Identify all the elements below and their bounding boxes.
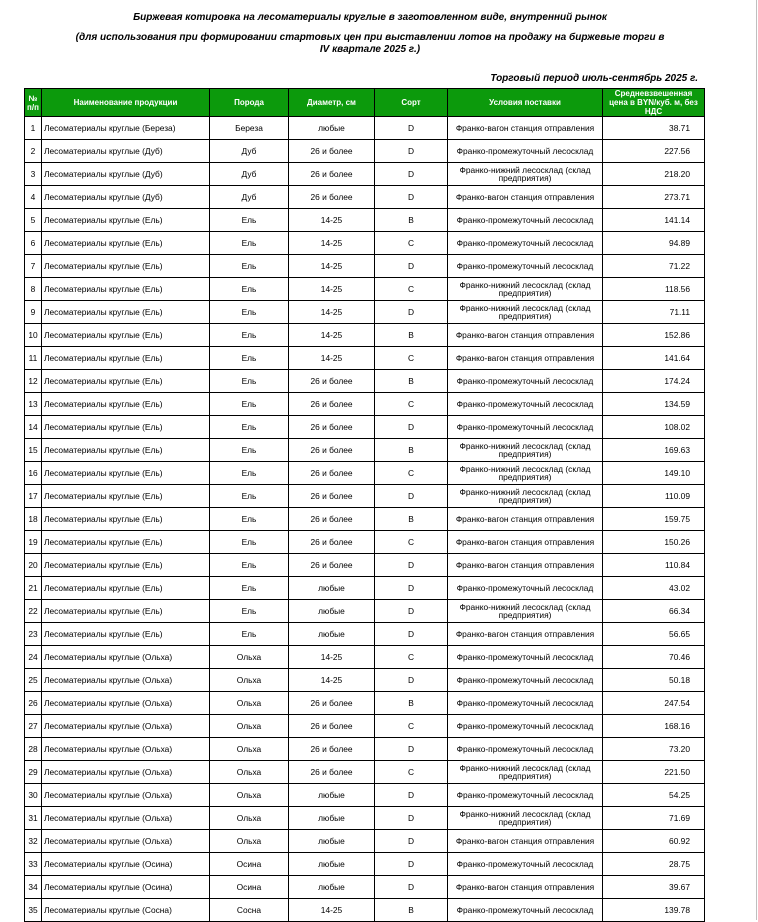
table-row [25, 669, 705, 692]
cell-product-name: Лесоматериалы круглые (Осина) [42, 853, 210, 876]
cell-diameter: 14-25 [289, 646, 375, 669]
cell-product-name: Лесоматериалы круглые (Ель) [42, 554, 210, 577]
table-row [25, 232, 705, 255]
table-row [25, 531, 705, 554]
cell-diameter: 26 и более [289, 554, 375, 577]
cell-price: 141.64 [603, 347, 705, 370]
cell-product-name: Лесоматериалы круглые (Ель) [42, 232, 210, 255]
cell-grade: C [375, 715, 448, 738]
cell-delivery-terms: Франко-промежуточный лесосклад [448, 899, 603, 922]
cell-row-number: 27 [25, 715, 42, 738]
cell-species: Ель [210, 508, 289, 531]
table-row [25, 738, 705, 761]
cell-price: 108.02 [603, 416, 705, 439]
cell-diameter: 14-25 [289, 324, 375, 347]
cell-price: 50.18 [603, 669, 705, 692]
cell-grade: D [375, 416, 448, 439]
cell-species: Ель [210, 324, 289, 347]
cell-species: Ольха [210, 646, 289, 669]
cell-diameter: 14-25 [289, 232, 375, 255]
cell-species: Осина [210, 853, 289, 876]
cell-price: 28.75 [603, 853, 705, 876]
cell-diameter: 14-25 [289, 209, 375, 232]
cell-species: Ель [210, 301, 289, 324]
cell-species: Ольха [210, 715, 289, 738]
cell-grade: D [375, 577, 448, 600]
cell-species: Дуб [210, 186, 289, 209]
cell-product-name: Лесоматериалы круглые (Ель) [42, 347, 210, 370]
cell-delivery-terms: Франко-вагон станция отправления [448, 508, 603, 531]
cell-price: 38.71 [603, 117, 705, 140]
document-title: Биржевая котировка на лесоматериалы круглые в заготовленном виде, внутренний рынок [133, 12, 607, 23]
cell-grade: C [375, 531, 448, 554]
cell-grade: C [375, 393, 448, 416]
col-header-grade: Сорт [375, 89, 448, 117]
cell-price: 227.56 [603, 140, 705, 163]
cell-diameter: 26 и более [289, 462, 375, 485]
table-row [25, 554, 705, 577]
cell-species: Ель [210, 554, 289, 577]
cell-price: 169.63 [603, 439, 705, 462]
table-row [25, 830, 705, 853]
cell-grade: D [375, 623, 448, 646]
cell-grade: C [375, 761, 448, 784]
document-subtitle-line1: (для использования при формировании стартовых цен при выставлении лотов на продажу на биржевые торги в [75, 32, 665, 43]
cell-diameter: любые [289, 876, 375, 899]
table-row [25, 209, 705, 232]
cell-diameter: 26 и более [289, 761, 375, 784]
cell-grade: C [375, 462, 448, 485]
cell-species: Сосна [210, 899, 289, 922]
cell-species: Ель [210, 278, 289, 301]
cell-price: 71.69 [603, 807, 705, 830]
cell-delivery-terms: Франко-нижний лесосклад (склад предприятия) [448, 301, 603, 324]
cell-price: 110.09 [603, 485, 705, 508]
cell-grade: B [375, 439, 448, 462]
table-header-row [25, 89, 705, 117]
table-row [25, 485, 705, 508]
cell-delivery-terms: Франко-промежуточный лесосклад [448, 393, 603, 416]
cell-species: Ель [210, 347, 289, 370]
table-row [25, 600, 705, 623]
cell-diameter: 26 и более [289, 186, 375, 209]
table-row [25, 278, 705, 301]
cell-diameter: 26 и более [289, 416, 375, 439]
cell-product-name: Лесоматериалы круглые (Ольха) [42, 738, 210, 761]
cell-delivery-terms: Франко-вагон станция отправления [448, 324, 603, 347]
cell-row-number: 24 [25, 646, 42, 669]
cell-grade: D [375, 830, 448, 853]
table-row [25, 324, 705, 347]
cell-product-name: Лесоматериалы круглые (Ольха) [42, 761, 210, 784]
cell-diameter: любые [289, 117, 375, 140]
cell-row-number: 22 [25, 600, 42, 623]
cell-grade: D [375, 784, 448, 807]
cell-price: 134.59 [603, 393, 705, 416]
cell-product-name: Лесоматериалы круглые (Дуб) [42, 140, 210, 163]
cell-product-name: Лесоматериалы круглые (Ель) [42, 462, 210, 485]
cell-delivery-terms: Франко-нижний лесосклад (склад предприятия) [448, 439, 603, 462]
cell-diameter: 26 и более [289, 393, 375, 416]
cell-price: 139.78 [603, 899, 705, 922]
cell-delivery-terms: Франко-вагон станция отправления [448, 554, 603, 577]
cell-grade: B [375, 324, 448, 347]
cell-price: 71.22 [603, 255, 705, 278]
cell-product-name: Лесоматериалы круглые (Ольха) [42, 830, 210, 853]
cell-price: 149.10 [603, 462, 705, 485]
cell-product-name: Лесоматериалы круглые (Ольха) [42, 669, 210, 692]
cell-species: Ель [210, 416, 289, 439]
cell-diameter: 26 и более [289, 715, 375, 738]
table-row [25, 416, 705, 439]
cell-price: 94.89 [603, 232, 705, 255]
cell-row-number: 7 [25, 255, 42, 278]
table-row [25, 577, 705, 600]
cell-delivery-terms: Франко-вагон станция отправления [448, 117, 603, 140]
cell-diameter: 14-25 [289, 899, 375, 922]
cell-row-number: 15 [25, 439, 42, 462]
cell-grade: C [375, 646, 448, 669]
cell-grade: D [375, 876, 448, 899]
cell-product-name: Лесоматериалы круглые (Ольха) [42, 646, 210, 669]
cell-grade: C [375, 232, 448, 255]
cell-grade: B [375, 209, 448, 232]
cell-row-number: 25 [25, 669, 42, 692]
cell-product-name: Лесоматериалы круглые (Осина) [42, 876, 210, 899]
cell-diameter: любые [289, 577, 375, 600]
cell-price: 39.67 [603, 876, 705, 899]
col-header-num: № п/п [25, 89, 42, 117]
cell-product-name: Лесоматериалы круглые (Ольха) [42, 784, 210, 807]
cell-price: 273.71 [603, 186, 705, 209]
cell-row-number: 13 [25, 393, 42, 416]
cell-delivery-terms: Франко-промежуточный лесосклад [448, 209, 603, 232]
cell-diameter: 14-25 [289, 347, 375, 370]
cell-price: 70.46 [603, 646, 705, 669]
table-row [25, 876, 705, 899]
cell-price: 174.24 [603, 370, 705, 393]
cell-product-name: Лесоматериалы круглые (Ель) [42, 301, 210, 324]
cell-row-number: 11 [25, 347, 42, 370]
cell-grade: D [375, 485, 448, 508]
cell-diameter: 26 и более [289, 163, 375, 186]
cell-row-number: 19 [25, 531, 42, 554]
cell-species: Ель [210, 485, 289, 508]
cell-delivery-terms: Франко-промежуточный лесосклад [448, 232, 603, 255]
cell-grade: D [375, 163, 448, 186]
cell-delivery-terms: Франко-промежуточный лесосклад [448, 370, 603, 393]
cell-price: 247.54 [603, 692, 705, 715]
cell-row-number: 10 [25, 324, 42, 347]
cell-price: 150.26 [603, 531, 705, 554]
cell-product-name: Лесоматериалы круглые (Ель) [42, 531, 210, 554]
cell-diameter: 26 и более [289, 439, 375, 462]
cell-row-number: 5 [25, 209, 42, 232]
cell-delivery-terms: Франко-вагон станция отправления [448, 531, 603, 554]
cell-diameter: 14-25 [289, 669, 375, 692]
cell-row-number: 6 [25, 232, 42, 255]
cell-species: Ель [210, 370, 289, 393]
table-row [25, 186, 705, 209]
table-row [25, 439, 705, 462]
cell-grade: D [375, 255, 448, 278]
cell-species: Ольха [210, 669, 289, 692]
cell-grade: D [375, 669, 448, 692]
cell-product-name: Лесоматериалы круглые (Ель) [42, 324, 210, 347]
cell-delivery-terms: Франко-промежуточный лесосклад [448, 738, 603, 761]
cell-species: Дуб [210, 140, 289, 163]
cell-delivery-terms: Франко-промежуточный лесосклад [448, 577, 603, 600]
cell-diameter: 26 и более [289, 508, 375, 531]
cell-species: Ель [210, 577, 289, 600]
cell-species: Дуб [210, 163, 289, 186]
cell-species: Ель [210, 393, 289, 416]
cell-species: Ель [210, 462, 289, 485]
cell-row-number: 28 [25, 738, 42, 761]
cell-product-name: Лесоматериалы круглые (Ель) [42, 439, 210, 462]
cell-species: Ель [210, 209, 289, 232]
cell-delivery-terms: Франко-промежуточный лесосклад [448, 140, 603, 163]
cell-delivery-terms: Франко-промежуточный лесосклад [448, 784, 603, 807]
table-row [25, 393, 705, 416]
cell-row-number: 33 [25, 853, 42, 876]
cell-grade: D [375, 186, 448, 209]
cell-row-number: 31 [25, 807, 42, 830]
table-row [25, 646, 705, 669]
cell-product-name: Лесоматериалы круглые (Ель) [42, 416, 210, 439]
cell-row-number: 32 [25, 830, 42, 853]
cell-price: 66.34 [603, 600, 705, 623]
cell-delivery-terms: Франко-нижний лесосклад (склад предприятия) [448, 485, 603, 508]
cell-product-name: Лесоматериалы круглые (Ель) [42, 577, 210, 600]
cell-product-name: Лесоматериалы круглые (Ольха) [42, 807, 210, 830]
cell-row-number: 12 [25, 370, 42, 393]
cell-price: 56.65 [603, 623, 705, 646]
cell-price: 218.20 [603, 163, 705, 186]
table-row [25, 508, 705, 531]
table-row [25, 853, 705, 876]
cell-price: 118.56 [603, 278, 705, 301]
cell-delivery-terms: Франко-промежуточный лесосклад [448, 692, 603, 715]
cell-species: Ольха [210, 830, 289, 853]
cell-diameter: любые [289, 600, 375, 623]
cell-delivery-terms: Франко-вагон станция отправления [448, 347, 603, 370]
table-row [25, 255, 705, 278]
cell-delivery-terms: Франко-нижний лесосклад (склад предприятия) [448, 761, 603, 784]
cell-row-number: 34 [25, 876, 42, 899]
cell-delivery-terms: Франко-промежуточный лесосклад [448, 853, 603, 876]
cell-product-name: Лесоматериалы круглые (Ель) [42, 393, 210, 416]
table-row [25, 347, 705, 370]
cell-row-number: 8 [25, 278, 42, 301]
cell-delivery-terms: Франко-промежуточный лесосклад [448, 669, 603, 692]
cell-delivery-terms: Франко-нижний лесосклад (склад предприятия) [448, 807, 603, 830]
cell-price: 221.50 [603, 761, 705, 784]
cell-species: Ольха [210, 738, 289, 761]
cell-grade: D [375, 738, 448, 761]
table-row [25, 140, 705, 163]
cell-price: 73.20 [603, 738, 705, 761]
cell-species: Береза [210, 117, 289, 140]
quotes-table [24, 88, 705, 922]
table-row [25, 807, 705, 830]
cell-delivery-terms: Франко-вагон станция отправления [448, 623, 603, 646]
cell-product-name: Лесоматериалы круглые (Дуб) [42, 186, 210, 209]
cell-species: Ольха [210, 692, 289, 715]
cell-product-name: Лесоматериалы круглые (Ель) [42, 255, 210, 278]
cell-product-name: Лесоматериалы круглые (Ель) [42, 508, 210, 531]
cell-delivery-terms: Франко-вагон станция отправления [448, 186, 603, 209]
cell-price: 71.11 [603, 301, 705, 324]
cell-grade: B [375, 370, 448, 393]
cell-row-number: 14 [25, 416, 42, 439]
cell-species: Ель [210, 439, 289, 462]
cell-row-number: 30 [25, 784, 42, 807]
cell-row-number: 17 [25, 485, 42, 508]
cell-diameter: 26 и более [289, 692, 375, 715]
cell-price: 152.86 [603, 324, 705, 347]
cell-diameter: 14-25 [289, 301, 375, 324]
cell-product-name: Лесоматериалы круглые (Ольха) [42, 715, 210, 738]
cell-row-number: 26 [25, 692, 42, 715]
table-row [25, 623, 705, 646]
cell-delivery-terms: Франко-промежуточный лесосклад [448, 715, 603, 738]
cell-product-name: Лесоматериалы круглые (Ель) [42, 278, 210, 301]
cell-diameter: 26 и более [289, 140, 375, 163]
cell-row-number: 2 [25, 140, 42, 163]
cell-product-name: Лесоматериалы круглые (Ель) [42, 485, 210, 508]
cell-row-number: 1 [25, 117, 42, 140]
cell-species: Ольха [210, 807, 289, 830]
cell-grade: D [375, 140, 448, 163]
cell-product-name: Лесоматериалы круглые (Ель) [42, 209, 210, 232]
cell-delivery-terms: Франко-нижний лесосклад (склад предприятия) [448, 600, 603, 623]
cell-diameter: любые [289, 623, 375, 646]
cell-species: Ольха [210, 761, 289, 784]
cell-delivery-terms: Франко-нижний лесосклад (склад предприятия) [448, 163, 603, 186]
col-header-price: Средневзвешенная цена в BYN/куб. м, без НДС [603, 89, 705, 117]
cell-product-name: Лесоматериалы круглые (Сосна) [42, 899, 210, 922]
table-row [25, 784, 705, 807]
col-header-species: Порода [210, 89, 289, 117]
table-row [25, 715, 705, 738]
cell-row-number: 23 [25, 623, 42, 646]
cell-row-number: 29 [25, 761, 42, 784]
table-row [25, 163, 705, 186]
cell-species: Ель [210, 255, 289, 278]
cell-diameter: 14-25 [289, 255, 375, 278]
col-header-diameter: Диаметр, см [289, 89, 375, 117]
col-header-name: Наименование продукции [42, 89, 210, 117]
cell-product-name: Лесоматериалы круглые (Ель) [42, 370, 210, 393]
trading-period: Торговый период июль-сентябрь 2025 г. [490, 73, 698, 84]
cell-grade: D [375, 807, 448, 830]
cell-product-name: Лесоматериалы круглые (Береза) [42, 117, 210, 140]
cell-grade: B [375, 508, 448, 531]
cell-species: Ольха [210, 784, 289, 807]
cell-price: 54.25 [603, 784, 705, 807]
cell-price: 60.92 [603, 830, 705, 853]
cell-diameter: 14-25 [289, 278, 375, 301]
cell-price: 110.84 [603, 554, 705, 577]
cell-product-name: Лесоматериалы круглые (Ель) [42, 600, 210, 623]
cell-grade: C [375, 347, 448, 370]
cell-row-number: 4 [25, 186, 42, 209]
cell-diameter: любые [289, 853, 375, 876]
table-row [25, 692, 705, 715]
cell-product-name: Лесоматериалы круглые (Ольха) [42, 692, 210, 715]
cell-row-number: 9 [25, 301, 42, 324]
cell-row-number: 35 [25, 899, 42, 922]
cell-delivery-terms: Франко-нижний лесосклад (склад предприятия) [448, 462, 603, 485]
table-row [25, 301, 705, 324]
cell-diameter: 26 и более [289, 738, 375, 761]
table-row [25, 462, 705, 485]
cell-diameter: любые [289, 807, 375, 830]
cell-row-number: 16 [25, 462, 42, 485]
cell-species: Ель [210, 531, 289, 554]
cell-delivery-terms: Франко-нижний лесосклад (склад предприятия) [448, 278, 603, 301]
cell-grade: D [375, 853, 448, 876]
cell-product-name: Лесоматериалы круглые (Ель) [42, 623, 210, 646]
cell-diameter: 26 и более [289, 531, 375, 554]
cell-species: Ель [210, 600, 289, 623]
cell-diameter: любые [289, 830, 375, 853]
cell-row-number: 20 [25, 554, 42, 577]
table-row [25, 370, 705, 393]
cell-grade: C [375, 278, 448, 301]
document-subtitle-line2: IV квартале 2025 г.) [319, 44, 421, 55]
cell-grade: B [375, 692, 448, 715]
cell-diameter: 26 и более [289, 485, 375, 508]
cell-price: 43.02 [603, 577, 705, 600]
table-row [25, 761, 705, 784]
cell-species: Ель [210, 232, 289, 255]
cell-grade: D [375, 117, 448, 140]
cell-grade: D [375, 600, 448, 623]
cell-row-number: 18 [25, 508, 42, 531]
cell-diameter: любые [289, 784, 375, 807]
cell-grade: B [375, 899, 448, 922]
cell-species: Осина [210, 876, 289, 899]
cell-delivery-terms: Франко-промежуточный лесосклад [448, 416, 603, 439]
cell-diameter: 26 и более [289, 370, 375, 393]
cell-species: Ель [210, 623, 289, 646]
table-body [25, 117, 705, 922]
cell-row-number: 3 [25, 163, 42, 186]
cell-price: 168.16 [603, 715, 705, 738]
table-row [25, 899, 705, 922]
cell-price: 159.75 [603, 508, 705, 531]
cell-grade: D [375, 301, 448, 324]
cell-delivery-terms: Франко-промежуточный лесосклад [448, 255, 603, 278]
cell-delivery-terms: Франко-промежуточный лесосклад [448, 646, 603, 669]
cell-price: 141.14 [603, 209, 705, 232]
col-header-delivery: Условия поставки [448, 89, 603, 117]
cell-row-number: 21 [25, 577, 42, 600]
cell-product-name: Лесоматериалы круглые (Дуб) [42, 163, 210, 186]
table-row [25, 117, 705, 140]
cell-delivery-terms: Франко-вагон станция отправления [448, 876, 603, 899]
cell-delivery-terms: Франко-вагон станция отправления [448, 830, 603, 853]
cell-grade: D [375, 554, 448, 577]
